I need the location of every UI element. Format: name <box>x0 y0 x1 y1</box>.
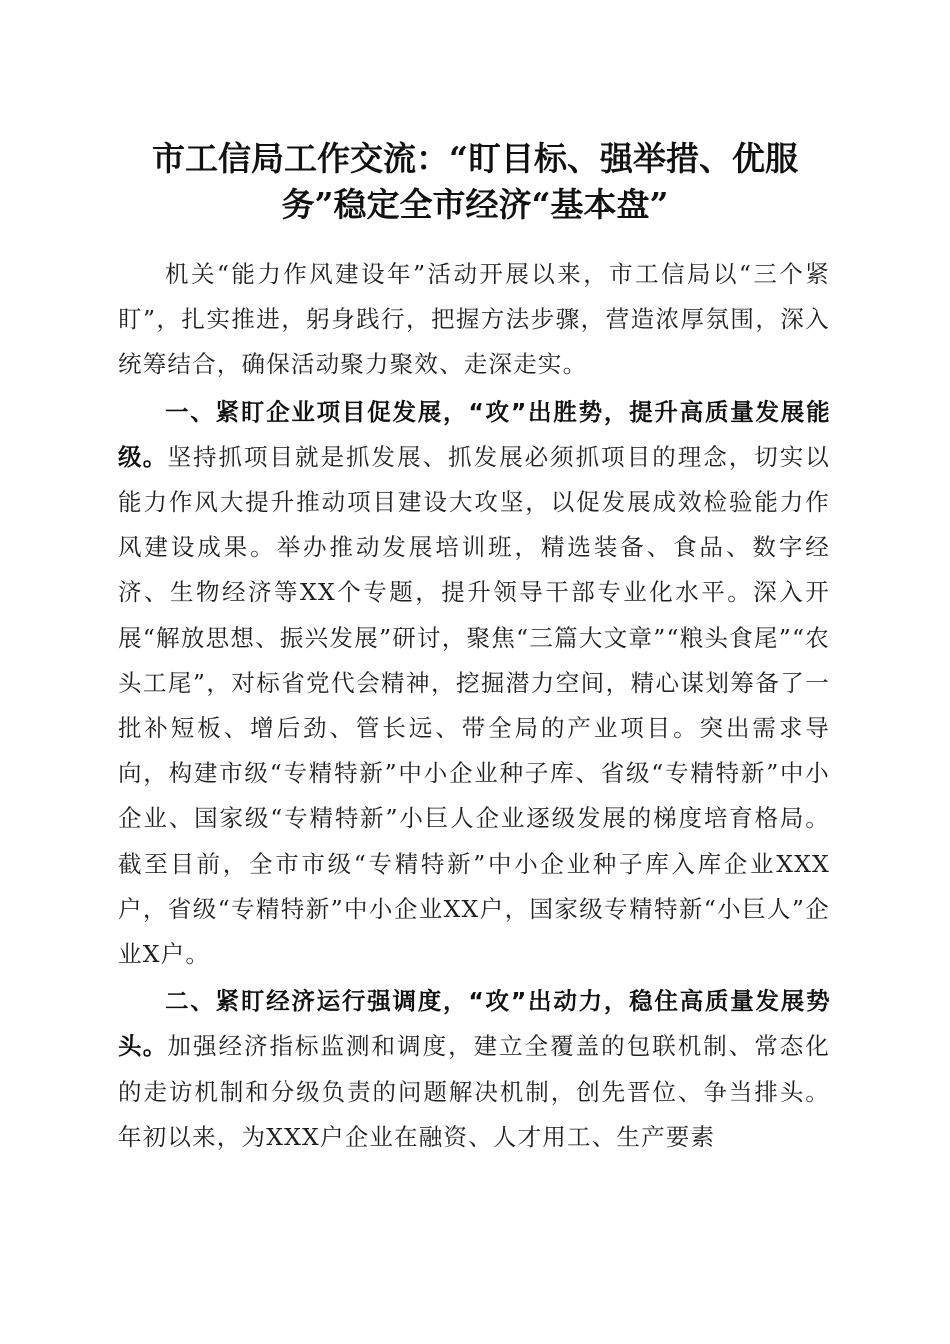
section-2-heading: 二、紧盯经济运行强调度，“攻”出动力，稳住高质量发展势头。 <box>118 987 830 1061</box>
document-title <box>110 136 840 228</box>
title-line-2: 务”稳定全市经济“基本盘” <box>281 185 669 224</box>
title-line-1: 市工信局工作交流：“盯目标、强举措、优服 <box>152 139 798 178</box>
intro-paragraph <box>118 252 830 388</box>
paragraph-text: 机关“能力作风建设年”活动开展以来，市工信局以“三个紧盯”，扎实推进，躬身践行，把握方法步骤，营造浓厚氛围，深入统筹结合，确保活动聚力聚效、走深走实。 <box>118 260 830 379</box>
section-2-paragraph <box>118 979 830 1160</box>
section-2-text: 加强经济指标监测和调度，建立全覆盖的包联机制、常态化的走访机制和分级负责的问题解决机制，创先晋位、争当排头。年初以来，为XXX户企业在融资、人才用工、生产要素 <box>118 1032 830 1151</box>
section-1-text: 坚持抓项目就是抓发展、抓发展必须抓项目的理念，切实以能力作风大提升推动项目建设大攻坚，以促发展成效检验能力作风建设成果。举办推动发展培训班，精选装备、食品、数字经济、生物经济等XX个专题，提升领导干部专业化水平。深入开展“解放思想、振兴发展”研讨，聚焦“三篇大文章”“粮头食尾”“农头工尾”，对标省党代会精神，挖掘潜力空间，精心谋划筹备了一批补短板、增后劲、管长远、带全局的产业项目。突出需求导向，构建市级“专精特新”中小企业种子库、省级“专精特新”中小企业、国家级“专精特新”小巨人企业逐级发展的梯度培育格局。截至目前，全市市级“专精特新”中小企业种子库入库企业XXX户，省级“专精特新”中小企业XX户，国家级专精特新“小巨人”企业X户。 <box>118 442 830 969</box>
document-body <box>118 252 830 1160</box>
section-1-paragraph <box>118 390 830 978</box>
section-1-heading: 一、紧盯企业项目促发展，“攻”出胜势，提升高质量发展能级。 <box>118 397 830 471</box>
